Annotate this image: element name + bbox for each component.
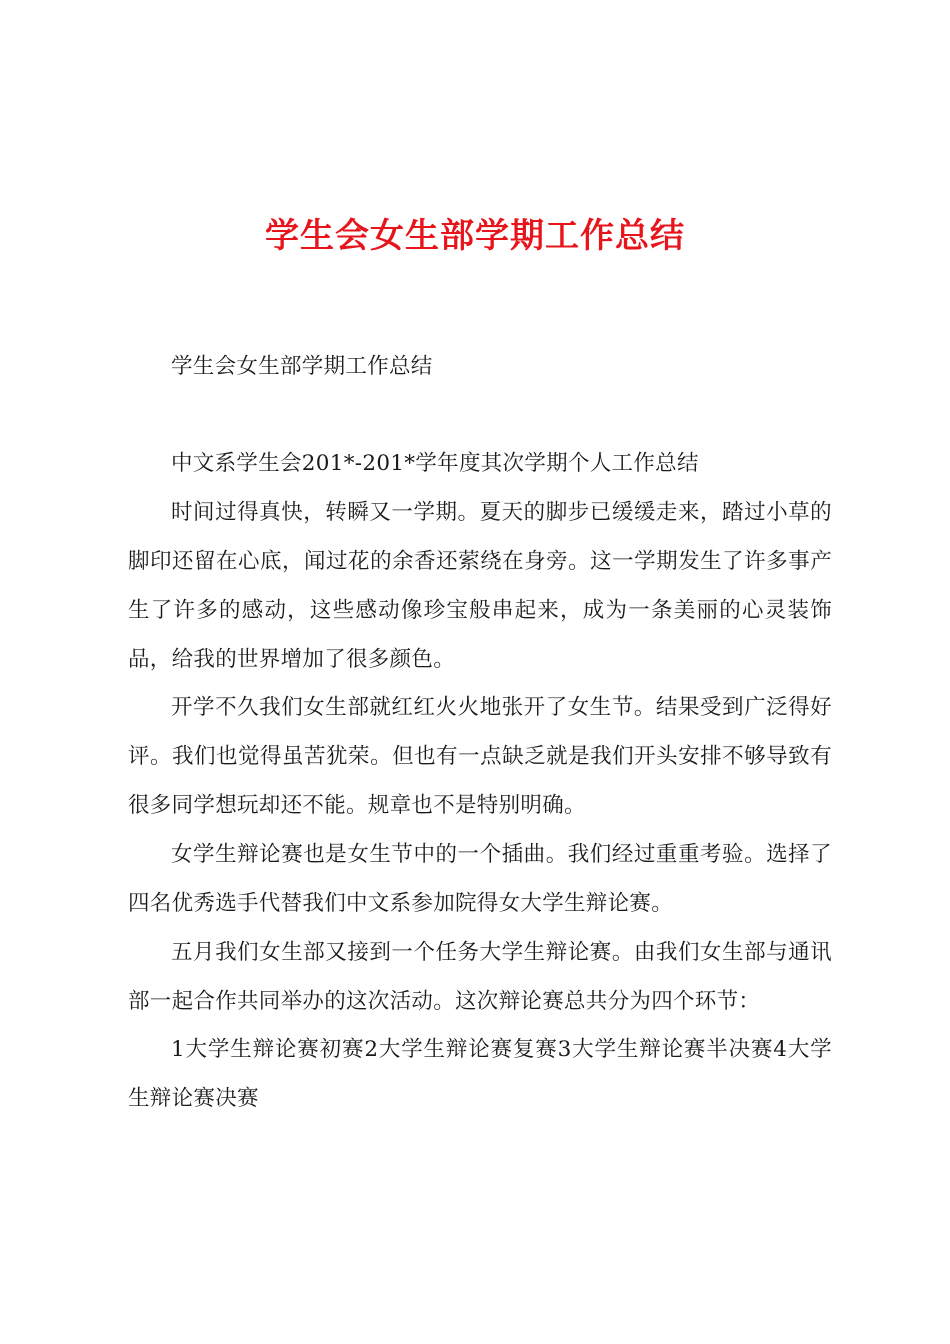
paragraph-2 bbox=[128, 488, 832, 684]
paragraph-text: 女学生辩论赛也是女生节中的一个插曲。我们经过重重考验。选择了四名优秀选手代替我们中文系参加院得女大学生辩论赛。 bbox=[128, 842, 832, 916]
paragraph-text: 1大学生辩论赛初赛2大学生辩论赛复赛3大学生辩论赛半决赛4大学生辩论赛决赛 bbox=[128, 1037, 832, 1111]
paragraph-text: 时间过得真快，转瞬又一学期。夏天的脚步已缓缓走来，踏过小草的脚印还留在心底，闻过花的余香还萦绕在身旁。这一学期发生了许多事产生了许多的感动，这些感动像珍宝般串起来，成为一条美丽的心灵装饰品，给我的世界增加了很多颜色。 bbox=[128, 500, 832, 672]
paragraph-5 bbox=[128, 928, 832, 1026]
paragraph-6 bbox=[128, 1025, 832, 1123]
paragraph-text: 五月我们女生部又接到一个任务大学生辩论赛。由我们女生部与通讯部一起合作共同举办的这次活动。这次辩论赛总共分为四个环节： bbox=[128, 940, 832, 1014]
document-subtitle bbox=[128, 342, 832, 391]
subtitle-text: 学生会女生部学期工作总结 bbox=[171, 354, 433, 379]
document-title: 学生会女生部学期工作总结 bbox=[265, 216, 685, 256]
paragraph-text: 开学不久我们女生部就红红火火地张开了女生节。结果受到广泛得好评。我们也觉得虽苦犹荣。但也有一点缺乏就是我们开头安排不够导致有很多同学想玩却还不能。规章也不是特别明确。 bbox=[128, 695, 832, 818]
paragraph-3 bbox=[128, 683, 832, 830]
paragraph-1 bbox=[128, 439, 832, 488]
paragraph-4 bbox=[128, 830, 832, 928]
paragraph-text: 中文系学生会201*-201*学年度其次学期个人工作总结 bbox=[171, 451, 699, 476]
